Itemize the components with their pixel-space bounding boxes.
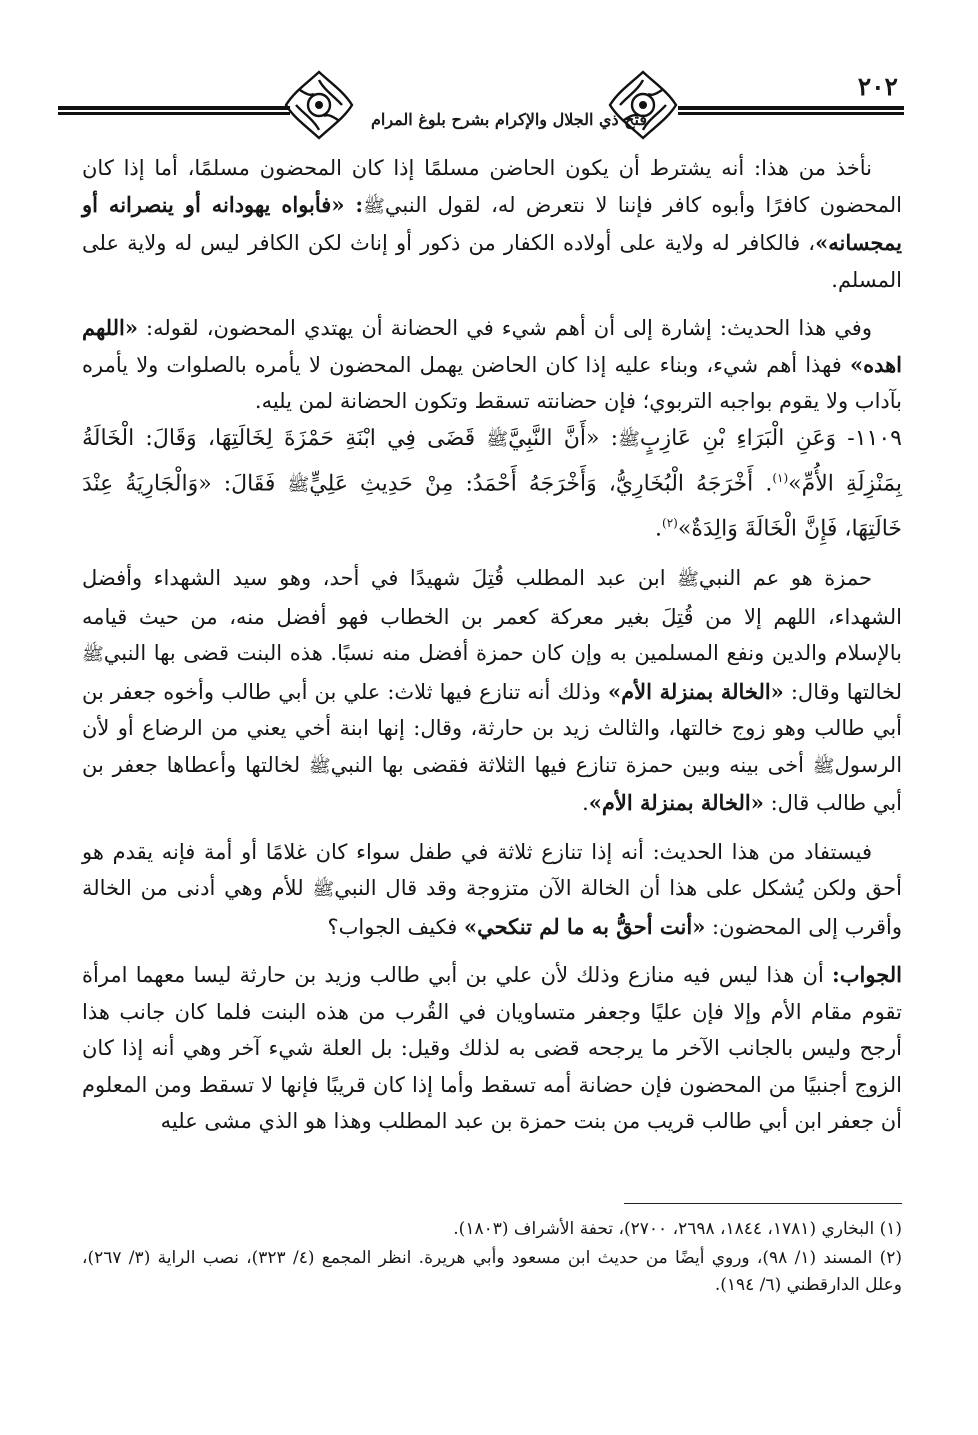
hadith-text: . أَخْرَجَهُ الْبُخَارِيُّ، وَأَخْرَجَهُ أَحْمَدُ: مِنْ حَدِيثِ عَلِيٍّ: [309, 470, 773, 496]
salutation-symbol: ﷺ: [82, 644, 104, 666]
ornament-icon: [280, 66, 358, 144]
text: ، فالكافر له ولاية على أولاده الكفار من ذكور أو إناث لكن الكافر ليس له ولاية على المسلم.: [82, 231, 902, 292]
paragraph: [82, 560, 902, 822]
book-title: فتح ذي الجلال والإكرام بشرح بلوغ المرام: [371, 110, 647, 129]
text: نأخذ من هذا: أنه يشترط أن يكون الحاضن مسلمًا إذا كان المحضون مسلمًا، أما إذا كان المحضون كافرًا وأبوه كافر فإننا لا نتعرض له، لقول النبي: [82, 156, 902, 217]
text: فهذا أهم شيء، وبناء عليه إذا كان الحاضن يهمل المحضون لا يأمره بالصلوات ولا يأمره بآداب ولا يقوم بواجبه التربوي؛ فإن حضانته تسقط وتكون الحضانة لمن يليه.: [82, 352, 902, 413]
text: وفي هذا الحديث: إشارة إلى أن أهم شيء في الحضانة أن يهتدي المحضون، لقوله:: [146, 316, 872, 340]
header-rule-right: [678, 106, 904, 112]
text: .: [582, 791, 589, 816]
hadith-quote: «أنت أحقُّ به ما لم تنكحي»: [463, 913, 706, 939]
footnote-ref: (١): [772, 470, 789, 485]
text: .: [655, 516, 663, 542]
header-rule-left: [58, 106, 290, 112]
ornament-icon: [604, 66, 682, 144]
paragraph: [82, 834, 902, 946]
footnote-divider: [624, 1203, 902, 1204]
salutation-symbol: ﷺ: [618, 428, 640, 450]
text: وذلك أنه تنازع فيها ثلاث: علي بن أبي طالب وأخوه جعفر بن أبي طالب وهو زوج خالتها، والثالث زيد بن حارثة، وقال: إنها ابنة أخي يعني من الرضاع أو لأن الرسول: [82, 679, 903, 777]
hadith-quote: «الخالة بمنزلة الأم»: [588, 790, 764, 816]
salutation-symbol: ﷺ: [287, 473, 310, 495]
hadith-quote: «اللهم اهده»: [82, 315, 902, 377]
hadith-quote: «الخالة بمنزلة الأم»: [607, 678, 784, 704]
paragraph: [82, 957, 902, 1140]
salutation-symbol: ﷺ: [677, 569, 699, 591]
salutation-symbol: ﷺ: [312, 879, 335, 901]
hadith-paragraph: [82, 420, 902, 549]
salutation-symbol: ﷺ: [812, 755, 835, 777]
text: أن هذا ليس فيه منازع وذلك لأن علي بن أبي طالب وزيد بن حارثة ليسا معهما امرأة تقوم مقام الأم وإلا فإن عليًا وجعفر متساويان في القُرب من هذه البنت فلما كان جانب هذا أرجح وليس بالجانب الآخر ما يرجحه قضى به لذلك وقيل: بل العلة شيء آخر وهي أنه إذا كان الزوج أجنبيًا من المحضون فإن حضانة أمه تسقط وأما إذا كان قريبًا فإنها لا تسقط ومن المعلوم أن جعفر ابن أبي طالب قريب من بنت حمزة بن عبد المطلب وهذا هو الذي مشى عليه: [82, 963, 902, 1134]
text: لخالتها وقال:: [790, 679, 902, 704]
footnotes: [82, 1216, 902, 1301]
hadith-quote: : «فأبواه يهودانه أو ينصرانه أو يمجسانه»: [82, 191, 902, 255]
text: ابن عبد المطلب قُتِلَ شهيدًا في أحد، وهو سيد الشهداء وأفضل الشهداء، اللهم إلا من قُتِلَ بغير معركة كعمر بن الخطاب فهو أفضل منه، من حيث قيامه بالإسلام والدين ونفع المسلمين به وإن كان حمزة أفضل منه نسبًا. هذه البنت قضى بها النبي: [82, 566, 902, 666]
text: أخى بينه وبين حمزة تنازع فيها الثلاثة فقضى بها النبي: [330, 752, 804, 777]
page-header: [58, 66, 904, 146]
hadith-text: : «أَنَّ النَّبِيَّ: [508, 425, 619, 451]
paragraph: [82, 310, 902, 420]
page-number: ٢٠٢: [857, 72, 898, 101]
hadith-text: قَضَى فِي ابْنَةِ حَمْزَةَ لِخَالَتِهَا، وَقَالَ: الْخَالَةُ بِمَنْزِلَةِ الأُمِّ»: [82, 425, 903, 496]
hadith-text: ١١٠٩- وَعَنِ الْبَرَاءِ بْنِ عَازِبٍ: [639, 425, 902, 451]
salutation-symbol: ﷺ: [363, 195, 385, 217]
salutation-symbol: ﷺ: [486, 428, 509, 450]
main-text: [82, 150, 902, 1140]
paragraph: [82, 150, 902, 298]
hadith-text: فَقَالَ: «وَالْجَارِيَةُ عِنْدَ خَالَتِهَا، فَإِنَّ الْخَالَةَ وَالِدَةٌ»: [82, 470, 902, 542]
text: حمزة هو عم النبي: [698, 566, 873, 591]
salutation-symbol: ﷺ: [308, 755, 331, 777]
text: فكيف الجواب؟: [327, 914, 458, 939]
footnote-ref: (٢): [662, 515, 678, 530]
text: للأم وهي أدنى من الخالة وأقرب إلى المحضون:: [82, 876, 902, 939]
footnote: (١) البخاري (١٧٨١، ١٨٤٤، ٢٦٩٨، ٢٧٠٠)، تحفة الأشراف (١٨٠٣).: [453, 1219, 902, 1239]
text: فيستفاد من هذا الحديث: أنه إذا تنازع ثلاثة في طفل سواء كان غلامًا أو أمة فإنه يقدم هو أحق ولكن يُشكل على هذا أن الخالة الآن متزوجة وقد قال النبي: [82, 839, 902, 901]
answer-label: الجواب:: [831, 962, 902, 988]
text: لخالتها وأعطاها جعفر بن أبي طالب قال:: [82, 752, 902, 816]
footnote: (٢) المسند (١/ ٩٨)، وروي أيضًا من حديث ابن مسعود وأبي هريرة. انظر المجمع (٤/ ٣٢٣)، نصب الراية (٣/ ٢٦٧)، وعلل الدارقطني (٦/ ١٩٤).: [82, 1248, 903, 1295]
